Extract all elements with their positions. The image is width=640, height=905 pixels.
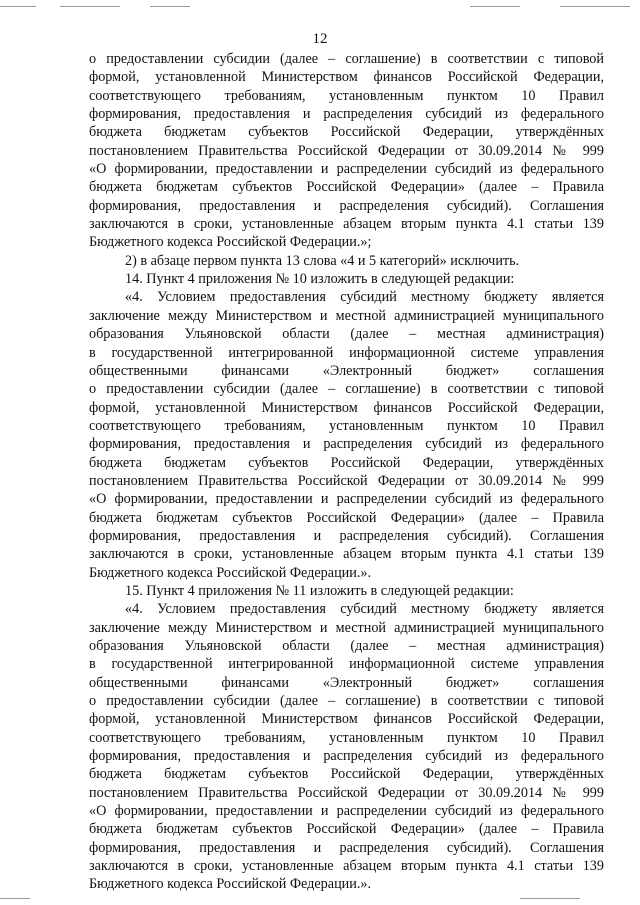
scan-mark (560, 6, 630, 7)
text-line: формой, установленной Министерством финансов Российской Федерации, (89, 711, 604, 728)
text-line: «4. Условием предоставления субсидий местному бюджету является (125, 289, 604, 306)
text-line: Бюджетного кодекса Российской Федерации.». (89, 564, 372, 581)
scan-mark (150, 6, 190, 7)
text-line: о предоставлении субсидии (далее – соглашение) в соответствии с типовой (89, 693, 604, 710)
text-line: постановлением Правительства Российской Федерации от 30.09.2014 № 999 (89, 472, 604, 489)
text-line: о предоставлении субсидии (далее – соглашение) в соответствии с типовой (89, 381, 604, 398)
text-line: формирования, предоставления и распределения субсидий из федерального (89, 106, 604, 123)
text-line: 2) в абзаце первом пункта 13 слова «4 и 5 категорий» исключить. (125, 252, 520, 269)
text-line: в государственной интегрированной информационной системе управления (89, 656, 604, 673)
text-line: формирования, предоставления и распределения субсидий из федерального (89, 748, 604, 765)
text-line: образования Ульяновской области (далее – местная администрация) (89, 638, 604, 654)
text-line: заключаются в сроки, установленные абзацем вторым пункта 4.1 статьи 139 (89, 546, 604, 563)
text-line: формирования, предоставления и распределения субсидий). Соглашения (89, 527, 604, 544)
text-line: в государственной интегрированной информационной системе управления (89, 344, 604, 361)
text-line: бюджета бюджетам субъектов Российской Федерации, утверждённых (89, 454, 604, 471)
text-line: заключение между Министерством и местной администрацией муниципального (89, 619, 604, 636)
document-body (89, 50, 604, 894)
text-line: заключаются в сроки, установленные абзацем вторым пункта 4.1 статьи 139 (89, 858, 604, 875)
text-line: общественными финансами «Электронный бюджет» соглашения (89, 674, 604, 691)
text-line: бюджета бюджетам субъектов Российской Федерации, утверждённых (89, 766, 604, 783)
text-line: бюджета бюджетам субъектов Российской Федерации» (далее – Правила (89, 509, 604, 526)
scan-mark (60, 6, 120, 7)
text-line: образования Ульяновской области (далее – местная администрация) (89, 326, 604, 343)
scan-mark (0, 6, 36, 7)
text-line: заключаются в сроки, установленные абзацем вторым пункта 4.1 статьи 139 (89, 216, 604, 233)
text-line: соответствующего требованиям, установленным пунктом 10 Правил (89, 87, 604, 104)
scan-mark (470, 6, 520, 7)
text-line: формирования, предоставления и распределения субсидий из федерального (89, 436, 604, 453)
text-line: Бюджетного кодекса Российской Федерации.»; (89, 234, 372, 251)
text-line: «О формировании, предоставлении и распределении субсидий из федерального (89, 161, 604, 178)
text-line: 15. Пункт 4 приложения № 11 изложить в следующей редакции: (125, 582, 514, 599)
text-line: формой, установленной Министерством финансов Российской Федерации, (89, 69, 604, 86)
text-line: формирования, предоставления и распределения субсидий). Соглашения (89, 197, 604, 214)
text-line: Бюджетного кодекса Российской Федерации.». (89, 876, 372, 893)
scan-mark (0, 898, 30, 899)
scan-mark (520, 898, 580, 899)
text-line: «О формировании, предоставлении и распределении субсидий из федерального (89, 491, 604, 508)
text-line: 14. Пункт 4 приложения № 10 изложить в следующей редакции: (125, 271, 515, 288)
page-number: 12 (312, 31, 328, 47)
text-line: бюджета бюджетам субъектов Российской Федерации» (далее – Правила (89, 179, 604, 196)
text-line: формирования, предоставления и распределения субсидий). Соглашения (89, 839, 604, 856)
text-line: общественными финансами «Электронный бюджет» соглашения (89, 362, 604, 379)
text-line: постановлением Правительства Российской Федерации от 30.09.2014 № 999 (89, 142, 604, 159)
text-line: соответствующего требованиям, установленным пунктом 10 Правил (89, 729, 604, 746)
text-line: «4. Условием предоставления субсидий местному бюджету является (125, 601, 604, 618)
text-line: постановлением Правительства Российской Федерации от 30.09.2014 № 999 (89, 784, 604, 801)
text-line: соответствующего требованиям, установленным пунктом 10 Правил (89, 417, 604, 434)
text-line: формой, установленной Министерством финансов Российской Федерации, (89, 399, 604, 416)
text-line: «О формировании, предоставлении и распределении субсидий из федерального (89, 803, 604, 820)
text-line: о предоставлении субсидии (далее – соглашение) в соответствии с типовой (89, 51, 604, 67)
text-line: бюджета бюджетам субъектов Российской Федерации» (далее – Правила (89, 821, 604, 838)
text-line: бюджета бюджетам субъектов Российской Федерации, утверждённых (89, 124, 604, 141)
text-line: заключение между Министерством и местной администрацией муниципального (89, 307, 604, 324)
